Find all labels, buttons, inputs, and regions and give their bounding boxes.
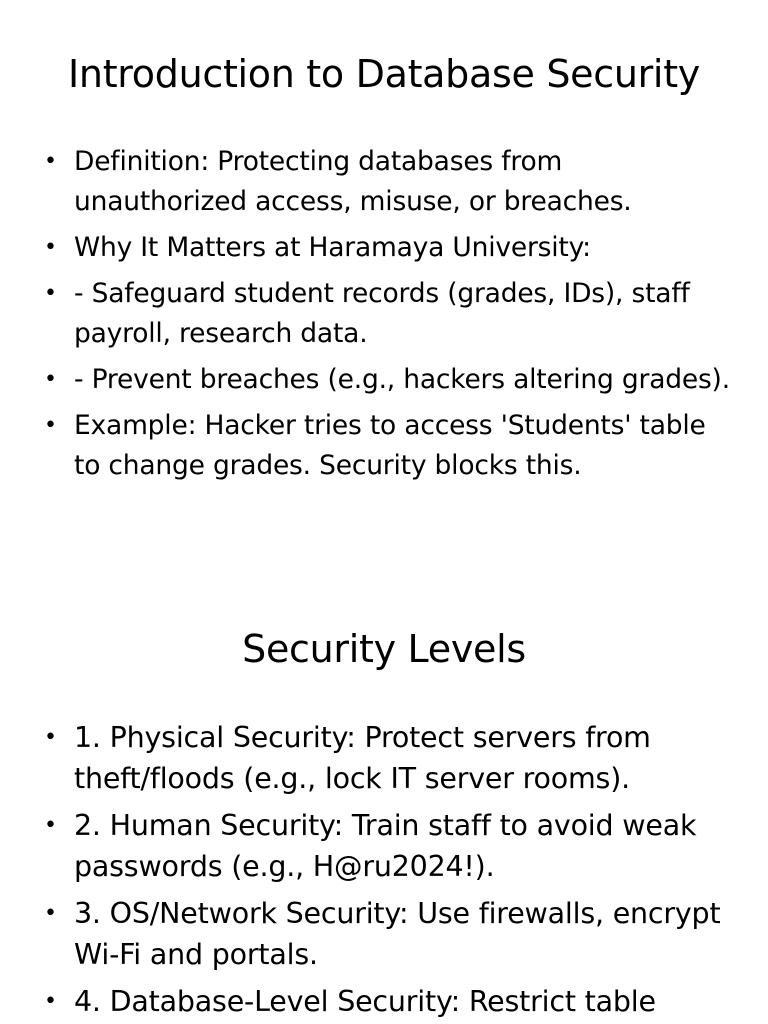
bullet-icon: • [44,235,57,260]
bullet-item [44,805,738,887]
bullet-text: Why It Matters at Haramaya University: [74,232,591,263]
bullet-icon: • [44,281,57,306]
slide-security-levels [0,576,768,1024]
bullet-item [44,142,738,222]
bullet-list [44,717,738,1024]
bullet-icon: • [44,813,57,838]
bullet-text: - Safeguard student records (grades, IDs), staff payroll, research data. [74,278,690,349]
bullet-item [44,360,738,400]
bullet-text: 1. Physical Security: Protect servers from theft/floods (e.g., lock IT server rooms). [74,721,651,795]
bullet-item [44,717,738,799]
bullet-icon: • [44,989,57,1014]
bullet-text: 2. Human Security: Train staff to avoid weak passwords (e.g., H@ru2024!). [74,809,697,883]
bullet-text: Example: Hacker tries to access 'Students' table to change grades. Security blocks this. [74,410,706,481]
bullet-text: 3. OS/Network Security: Use firewalls, encrypt Wi-Fi and portals. [74,897,721,971]
bullet-item [44,228,738,268]
bullet-text: Definition: Protecting databases from unauthorized access, misuse, or breaches. [74,146,632,217]
slide-title: Security Levels [242,627,526,671]
bullet-item [44,893,738,975]
bullet-icon: • [44,367,57,392]
bullet-text: - Prevent breaches (e.g., hackers altering grades). [74,364,730,395]
bullet-item [44,274,738,354]
bullet-item [44,981,738,1022]
slide-title: Introduction to Database Security [68,52,700,96]
bullet-text: 4. Database-Level Security: Restrict table [74,985,656,1018]
bullet-icon: • [44,901,57,926]
bullet-icon: • [44,149,57,174]
bullet-item [44,406,738,486]
bullet-list [44,142,738,492]
bullet-icon: • [44,725,57,750]
bullet-icon: • [44,413,57,438]
